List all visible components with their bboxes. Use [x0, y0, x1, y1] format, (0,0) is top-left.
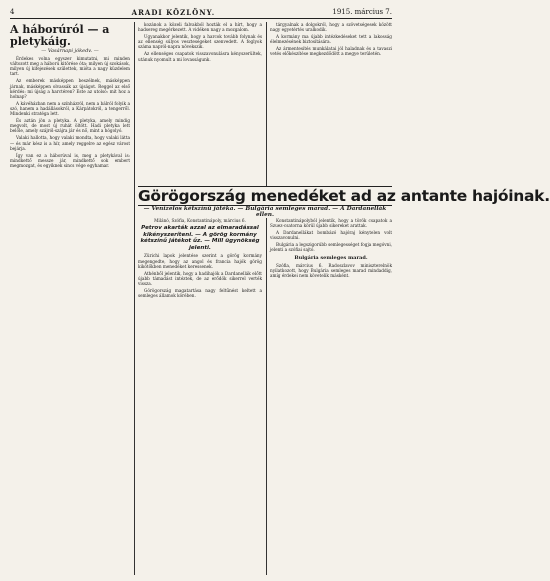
paragraph: Az ármentesítés munkálatai jól haladnak és a tavaszi vetés előkészítése megkezdődött a megye területén.: [270, 46, 392, 57]
column-3-bottom: [270, 218, 392, 575]
paragraph: tárgyalnak a dolgokról, hogy a szövetségesek között nagy egyetértés uralkodik.: [270, 22, 392, 33]
article-title: A háborúról — a pletykáig.: [10, 23, 110, 48]
paragraph: Érdekes volna egyszer kimutatni, mi minden változott meg a háború kitörése óta; milyen új szokások, milyen új kifejezések születtek, mióta a nagy küzdelem tart.: [10, 56, 130, 77]
paragraph: A kávéházban nem a színházról, nem a bálról folyik a szó, hanem a hadállásokról, a Kárpátokról, a tengerről. Mindenki stratéga lett.: [10, 100, 130, 117]
paragraph: A Dardanellákat bombázó hajóraj kénytelen volt visszavonulni.: [270, 230, 392, 241]
paragraph: Szófia, március 6. Radoszlavov miniszterelnök nyilatkozott, hogy Bulgária semleges marad mindaddig, amíg érdekei nem követelik másként.: [270, 262, 392, 278]
paragraph: Az emberek másképpen beszélnek, másképpen járnak, másképpen olvassák az újságot. Reggel az első kérdés: mi újság a harctéren? Este az utolsó: mit hoz a holnap?: [10, 78, 130, 99]
paper-name: ARADI KÖZLÖNY.: [131, 7, 216, 17]
paragraph: Valaki hallotta, hogy valaki mondta, hogy valaki látta — és már kész is a hír, amely reggelre az egész várost bejárja.: [10, 135, 130, 151]
column-divider-2: [266, 22, 267, 575]
page-number: 4: [10, 8, 15, 16]
paragraph: Athénből jelentik, hogy a hadihajók a Dardanellák előtt újabb támadást intéztek, de az erődök sikerrel verték vissza.: [138, 270, 262, 286]
main-headline: Görögország menedéket ad az antante hajóinak.: [138, 187, 550, 205]
paragraph: Bulgária a legszigorúbb semlegességet fogja megóvni, jelenti a szófiai sajtó.: [270, 242, 392, 253]
column-3-top: [270, 22, 392, 182]
column-2-bottom: [138, 218, 262, 575]
paragraph: Konstantinápolyból jelentik, hogy a török csapatok a Szuez-csatorna körül újabb sikereket arattak.: [270, 218, 392, 229]
paragraph: Így van ez a háborúval is, meg a pletykával is: mindkettő messze jár, mindkettő sok embert megmozgat, és egyiknek sincs vége egyhamar.: [10, 152, 130, 168]
column-2-top: [138, 22, 262, 182]
paragraph: kozánok a közeli falvakból hozták el a hírt, hogy a hadsereg megérkezett. A vidéken nagy a mozgalom.: [138, 22, 262, 33]
column-divider-1: [134, 22, 135, 575]
dateline: Milánó, Szófia, Konstantinápoly, március 6.: [154, 218, 246, 223]
paragraph: Görögország magatartása nagy feltűnést keltett a semleges államok körében.: [138, 288, 262, 299]
paragraph: A kormány ma újabb intézkedéseket tett a lakosság élelmezésének biztosítására.: [270, 34, 392, 45]
column-1: [10, 22, 130, 575]
headline-subtitle: — Venizelos kétszínű játéka. — Bulgária semleges marad. — A Dardanellák ellen.: [138, 206, 392, 218]
article-subtitle: — Vasárnapi jókedv. —: [41, 48, 99, 54]
paragraph: Az ellenséges csapatok visszavonulásra kényszerültek, utánuk nyomult a mi lovasságunk.: [138, 51, 262, 62]
article-dek: Petrov akarták azzal az elmaradással kikényszeríteni. — A görög kormány kétszínű játékot űz. — Mill ügynökség jelenti.: [140, 225, 260, 251]
issue-date: 1915. március 7.: [332, 8, 392, 16]
section-heading: Bulgária semleges marad.: [294, 254, 368, 261]
masthead: [10, 6, 392, 19]
paragraph: Zürichi lapok jelentése szerint a görög kormány megengedte, hogy az angol és francia hajók görög kikötőkben menedéket keressenek.: [138, 253, 262, 269]
paragraph: És aztán jön a pletyka. A pletyka, amely mindig megvolt, de most új ruhát öltött. Hadi pletyka lett belőle, amely szájról-szájra jár és nő, mint a hógolyó.: [10, 118, 130, 134]
paragraph: Ugyanakkor jelentik, hogy a harcok tovább folynak és az ellenség súlyos veszteségeket szenvedett. A foglyok száma napról-napra növekszik.: [138, 34, 262, 50]
